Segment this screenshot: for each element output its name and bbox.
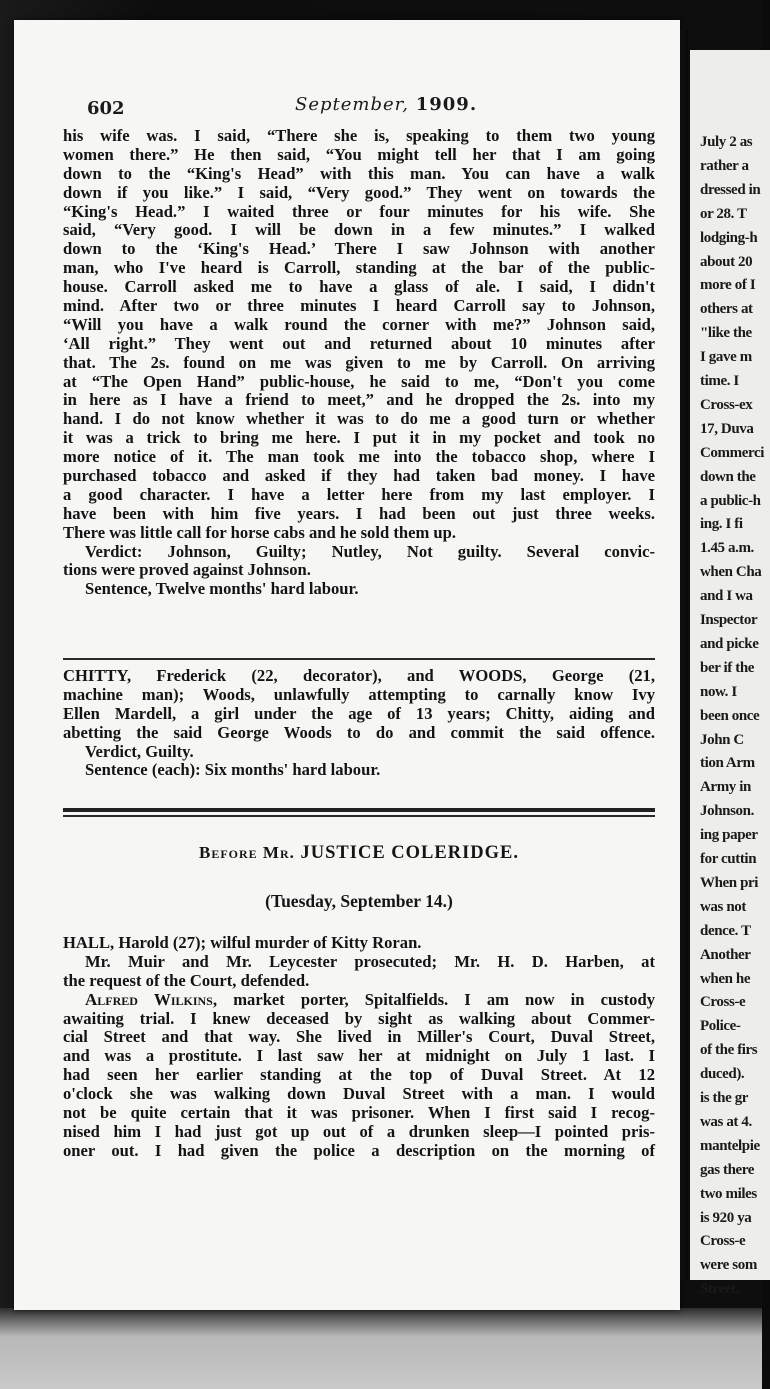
text-line: Ellen Mardell, a girl under the age of 13 years; Chitty, aiding and — [63, 703, 655, 723]
text-line: women there.” He then said, “You might tell her that I am going — [63, 144, 655, 164]
text-line: mind. After two or three minutes I heard Carroll say to Johnson, — [63, 296, 655, 316]
text-line: There was little call for horse cabs and he sold them up. — [63, 522, 457, 542]
facing-page-line: a public-h — [700, 492, 761, 509]
text-line: said, “Very good. I will be down in a few minutes.” I walked — [63, 220, 655, 240]
facing-page-line: Inspector — [700, 612, 758, 628]
verdict-line: Verdict: Johnson, Guilty; Nutley, Not guilty. Several convic- — [85, 541, 655, 561]
text-line: it was a trick to bring me here. I put it in my pocket and took no — [63, 428, 655, 448]
text-line: hand. I do not know whether it was to do me a good turn or whether — [63, 409, 655, 429]
witness-testimony — [63, 1010, 655, 1161]
section-heading-judge: JUSTICE COLERIDGE. — [300, 843, 519, 863]
testimony-paragraph — [63, 127, 655, 543]
facing-page-line: 1.45 a.m. — [700, 540, 754, 557]
page-body — [63, 127, 655, 599]
facing-page-line: others at — [700, 301, 753, 318]
text-line: down if you like.” I said, “Very good.” They went on towards the — [63, 182, 655, 202]
facing-page-line: ber if the — [700, 659, 755, 676]
text-line: his wife was. I said, “There she is, speaking to them two young — [63, 126, 655, 145]
running-title-year: 1909. — [415, 94, 478, 115]
facing-page-line: gas there — [700, 1161, 755, 1178]
text-line: at “The Open Hand” public-house, he said to me, “Don't you come — [63, 371, 655, 391]
facing-page-line: is the gr — [700, 1090, 749, 1106]
facing-page-line: been once — [700, 707, 760, 724]
text-line: down to the ‘King's Head.’ There I saw Johnson with another — [63, 239, 655, 259]
facing-page-line: tion Arm — [700, 755, 755, 772]
case-title: HALL, Harold (27); wilful murder of Kitty Roran. — [63, 933, 422, 952]
facing-page-line: lodging-h — [700, 229, 758, 246]
page-header — [75, 90, 635, 120]
text-line: have been with him five years. I had been out just three weeks. — [63, 503, 655, 523]
text-line: “King's Head.” I waited three or four minutes for his wife. She — [63, 201, 655, 221]
sentence-line: Sentence, Twelve months' hard labour. — [85, 579, 359, 599]
counsel-continuation: the request of the Court, defended. — [63, 970, 310, 990]
text-line: and was a prostitute. I last saw her at midnight on July 1 last. I — [63, 1046, 655, 1066]
section-heading-before: Before Mr. — [199, 843, 295, 862]
facing-page-line: duced). — [700, 1066, 745, 1083]
facing-page-line: Another — [700, 946, 751, 963]
scan-lower-margin — [0, 1308, 762, 1389]
facing-page-line: or 28. T — [700, 205, 747, 222]
facing-page-line: and picke — [700, 635, 759, 652]
facing-page-line: Commerci — [700, 444, 764, 461]
text-line: not be quite certain that it was prisoner. When I first said I recog- — [63, 1103, 655, 1123]
facing-page-line: when he — [700, 970, 751, 987]
section-divider-thin — [63, 815, 655, 817]
text-line: nised him I had just got up out of a drunken sleep—I pointed pris- — [63, 1121, 655, 1141]
facing-page-line: mantelpie — [700, 1137, 760, 1154]
text-line: “Will you have a walk round the corner with me?” Johnson said, — [63, 314, 655, 334]
witness-first-text: market porter, Spitalfields. I am now in custody — [233, 989, 655, 1009]
facing-page-line: rather a — [700, 157, 749, 174]
text-line: o'clock she was walking down Duval Street with a man. I would — [63, 1084, 655, 1104]
witness-first-line — [63, 991, 655, 1010]
facing-page-line: time. I — [700, 373, 739, 389]
facing-page-line: of the firs — [700, 1042, 758, 1059]
facing-page-line: down the — [700, 468, 756, 485]
facing-page-line: were som — [700, 1257, 757, 1274]
facing-page-line: is 920 ya — [700, 1209, 752, 1226]
facing-page-line: John C — [700, 731, 744, 748]
text-line: CHITTY, Frederick (22, decorator), and WOODS, George (21, — [63, 666, 655, 685]
text-line: ‘All right.” They went out and returned about 10 minutes after — [63, 333, 655, 353]
text-line: that. The 2s. found on me was given to me by Carroll. On arriving — [63, 352, 655, 372]
text-line: cial Street and that way. She lived in Miller's Court, Duval Street, — [63, 1027, 655, 1047]
text-line: abetting the said George Woods to do and commit the said offence. — [63, 722, 655, 742]
section-heading — [63, 843, 655, 864]
facing-page-line: Cross-e — [700, 994, 746, 1011]
facing-page-line: Army in — [700, 779, 751, 796]
running-title-month: September, — [295, 94, 409, 115]
facing-page-line: about 20 — [700, 253, 753, 270]
text-line: house. Carroll asked me to have a glass of ale. I said, I didn't — [63, 277, 655, 297]
page-number: 602 — [87, 98, 125, 119]
verdict-line: Verdict, Guilty. — [85, 741, 194, 761]
facing-page-line: more of I — [700, 277, 756, 294]
text-line: in here as I have a friend to meet,” and he dropped the 2s. into my — [63, 390, 655, 410]
facing-page-line: When pri — [700, 874, 759, 891]
facing-page-line: two miles — [700, 1185, 757, 1202]
verdict-continuation: tions were proved against Johnson. — [63, 560, 311, 580]
text-line: oner out. I had given the police a description on the morning of — [63, 1140, 655, 1160]
case-indictment — [63, 667, 655, 743]
section-divider-thick — [63, 808, 655, 812]
facing-page-line: now. I — [700, 683, 737, 700]
case-divider — [63, 658, 655, 660]
facing-page-line: Street. — [700, 1281, 739, 1298]
facing-page-fragment — [690, 50, 770, 1298]
facing-page-line: Cross-ex — [700, 396, 753, 413]
text-line: man, who I've heard is Carroll, standing at the bar of the public- — [63, 258, 655, 278]
facing-page-line: 17, Duva — [700, 420, 754, 437]
running-title — [295, 94, 477, 115]
text-line: awaiting trial. I knew deceased by sight as walking about Commer- — [63, 1008, 655, 1028]
facing-page-line: Police- — [700, 1018, 741, 1035]
facing-page-line: ing paper — [700, 827, 758, 844]
case-block — [63, 667, 655, 780]
text-line: machine man); Woods, unlawfully attempting to carnally know Ivy — [63, 684, 655, 704]
facing-page-line: was not — [700, 898, 746, 915]
facing-page-line: for cuttin — [700, 851, 757, 867]
case-block — [63, 934, 655, 1161]
sentence-line: Sentence (each): Six months' hard labour. — [85, 760, 381, 780]
facing-page-line: dressed in — [700, 181, 761, 198]
facing-page-line: "like the — [700, 325, 752, 342]
facing-page-line: July 2 as — [700, 134, 753, 150]
text-line: down to the “King's Head” with this man. You can have a walk — [63, 163, 655, 183]
text-line: more notice of it. The man took me into the tobacco shop, where I — [63, 447, 655, 467]
text-line: purchased tobacco and asked if they had taken bad money. I have — [63, 466, 655, 486]
text-line: a good character. I have a letter here from my last employer. I — [63, 484, 655, 504]
counsel-line: Mr. Muir and Mr. Leycester prosecuted; Mr. H. D. Harben, at — [85, 951, 655, 971]
facing-page-line: Cross-e — [700, 1233, 746, 1250]
facing-page-line: dence. T — [700, 922, 751, 939]
facing-page-line: was at 4. — [700, 1113, 752, 1130]
facing-page-line: when Cha — [700, 564, 762, 581]
facing-page-line: I gave m — [700, 349, 752, 366]
text-line: had seen her earlier standing at the top of Duval Street. At 12 — [63, 1065, 655, 1085]
facing-page-line: and I wa — [700, 588, 753, 605]
witness-name: Alfred Wilkins, — [85, 989, 218, 1009]
facing-page-line: ing. I fi — [700, 516, 743, 533]
section-date: (Tuesday, September 14.) — [265, 891, 453, 911]
facing-page-line: Johnson. — [700, 803, 754, 820]
